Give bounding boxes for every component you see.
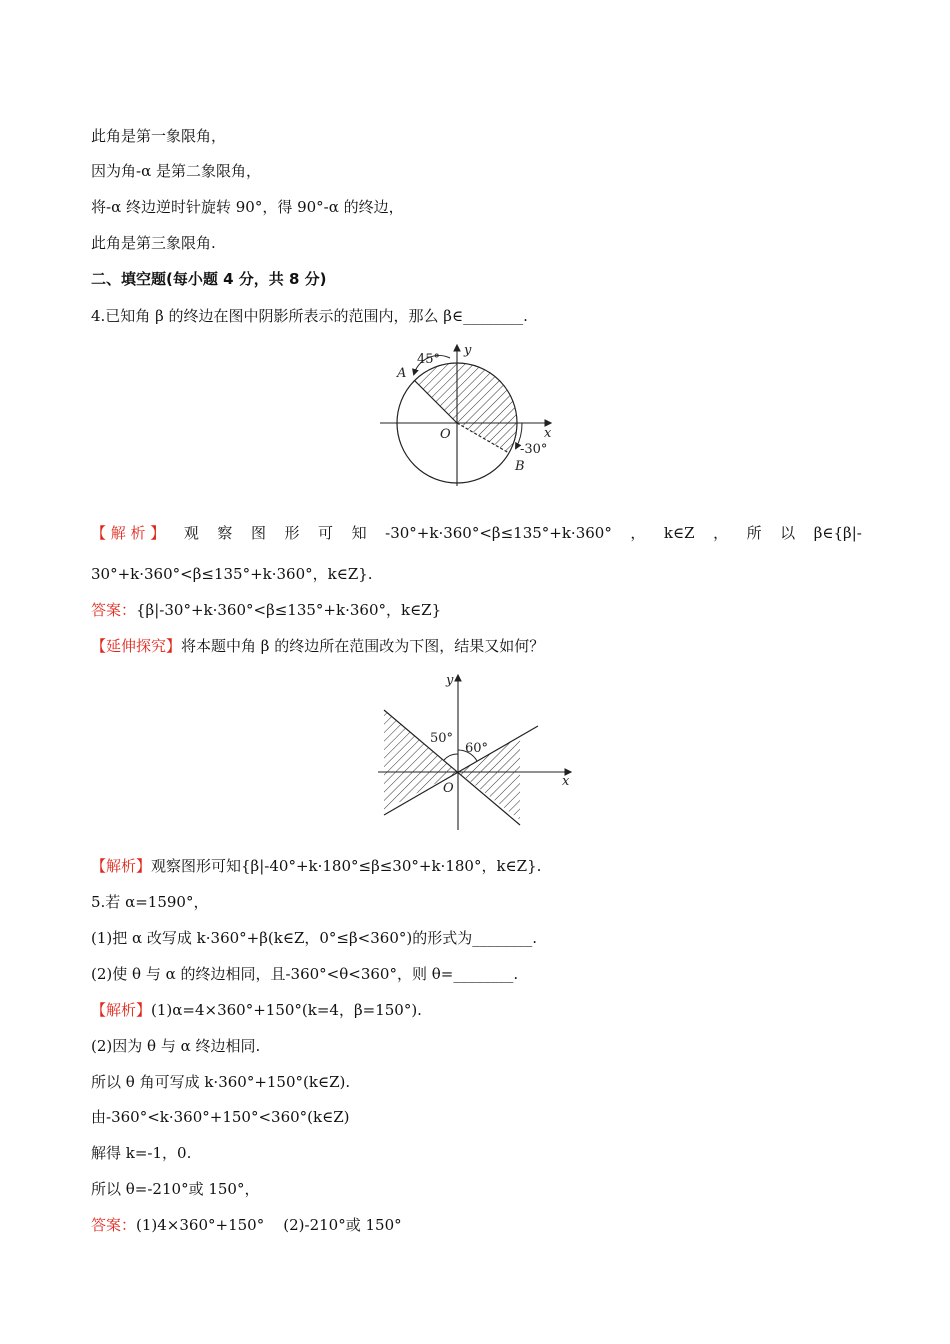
question-5-analysis: 【解析】(1)α=4×360°+150°(k=4，β=150°). [91, 1001, 422, 1019]
question-4-answer: 答案：{β|-30°+k·360°<β≤135°+k·360°，k∈Z} [91, 601, 442, 619]
question-5-step: 所以 θ=-210°或 150°， [91, 1180, 260, 1198]
analysis-tag: 【解析】 [91, 857, 152, 875]
question-4-analysis-line1: 【 解 析 】 观 察 图 形 可 知 -30°+k·360°<β≤135°+k·360° ， k∈Z ， 所 以 β∈{β|- [91, 524, 862, 542]
section-title: 二、填空题(每小题 4 分，共 8 分) [91, 270, 327, 288]
answer-tag: 答案： [91, 601, 137, 619]
label-60: 60° [465, 741, 489, 756]
answer-tag: 答案： [91, 1216, 137, 1234]
label-y: y [464, 343, 472, 358]
label-x: x [562, 774, 570, 789]
question-4-analysis-line2: 30°+k·360°<β≤135°+k·360°，k∈Z}. [91, 565, 373, 583]
label-o: O [440, 427, 451, 442]
text-line: 将-α 终边逆时针旋转 90°，得 90°-α 的终边， [91, 198, 404, 216]
text-line: 此角是第三象限角. [91, 234, 216, 252]
label-b: B [515, 459, 525, 474]
extension-prompt: 【延伸探究】将本题中角 β 的终边所在范围改为下图，结果又如何？ [91, 637, 545, 655]
analysis-tag: 【解析】 [91, 1001, 152, 1019]
text-line: 因为角-α 是第二象限角， [91, 162, 261, 180]
question-5-step: 所以 θ 角可写成 k·360°+150°(k∈Z). [91, 1073, 351, 1091]
question-5-step: (2)因为 θ 与 α 终边相同. [91, 1037, 261, 1055]
extension-analysis: 【解析】观察图形可知{β|-40°+k·180°≤β≤30°+k·180°，k∈Z}. [91, 857, 542, 875]
question-5-step: 解得 k=-1，0. [91, 1144, 192, 1162]
label-y: y [446, 673, 454, 688]
figure-circle-sector [370, 340, 570, 490]
analysis-tag: 【 解 析 】 [91, 524, 166, 542]
label-neg30: -30° [520, 442, 548, 457]
label-45: 45° [417, 352, 441, 367]
question-5-answer: 答案：(1)4×360°+150° (2)-210°或 150° [91, 1216, 402, 1234]
text-line: 此角是第一象限角， [91, 127, 227, 145]
question-5-part1: (1)把 α 改写成 k·360°+β(k∈Z，0°≤β<360°)的形式为________. [91, 929, 537, 947]
extension-tag: 【延伸探究】 [91, 637, 182, 655]
shaded-sector [415, 363, 517, 453]
figure-double-sector [370, 670, 580, 835]
arc-50 [444, 754, 458, 760]
label-a: A [397, 366, 407, 381]
label-x: x [544, 426, 552, 441]
label-o: O [443, 781, 454, 796]
question-4-stem: 4.已知角 β 的终边在图中阴影所表示的范围内，那么 β∈________. [91, 307, 528, 325]
question-5-part2: (2)使 θ 与 α 的终边相同，且-360°<θ<360°，则 θ=________. [91, 965, 519, 983]
question-5-step: 由-360°<k·360°+150°<360°(k∈Z) [91, 1108, 350, 1126]
label-50: 50° [430, 731, 454, 746]
question-5-stem: 5.若 α=1590°， [91, 893, 209, 911]
